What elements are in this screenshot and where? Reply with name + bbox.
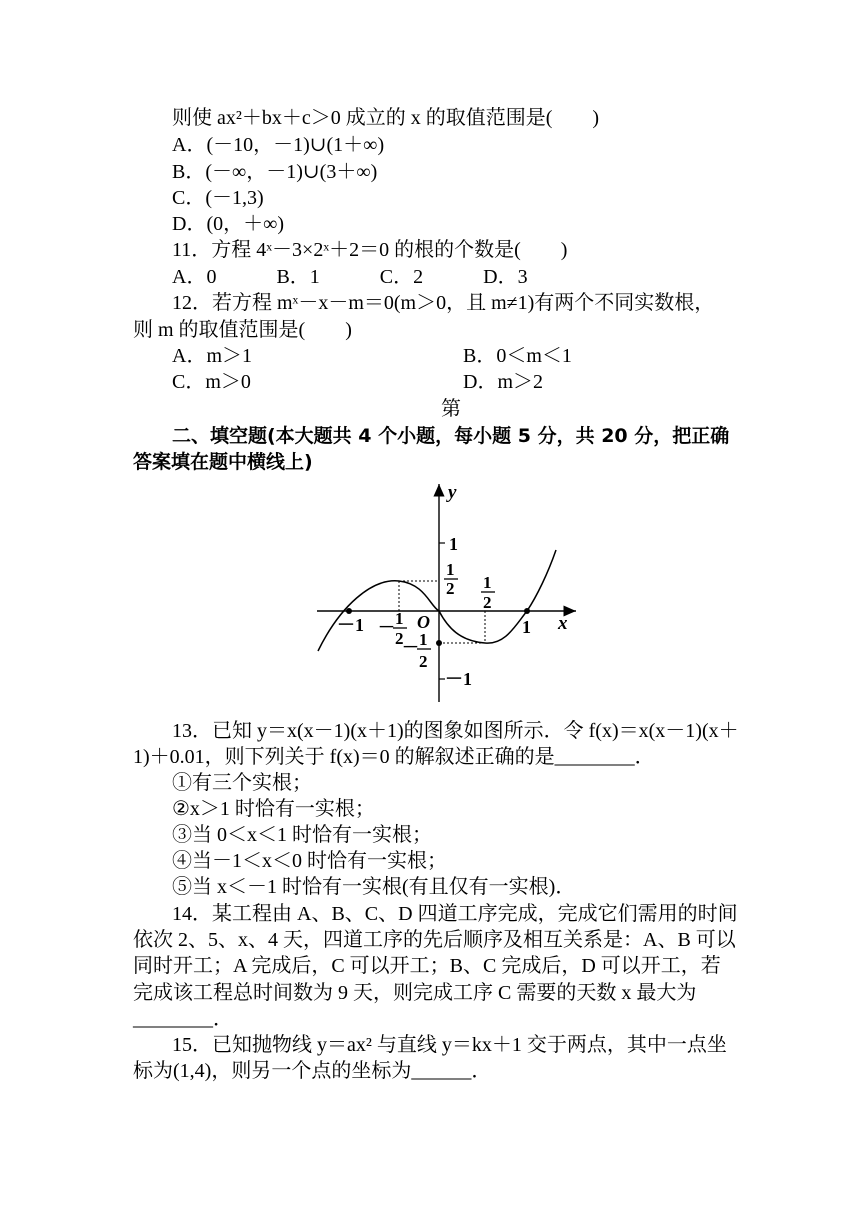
root-point-neg1 [346, 608, 352, 614]
q12-option-b: B．0＜m＜1 [463, 345, 572, 367]
y-half-den: 2 [446, 579, 455, 598]
q10-option-b: B．(－∞，－1)∪(3＋∞) [172, 161, 378, 183]
question-15-stem: 15．已知抛物线 y＝ax² 与直线 y＝kx＋1 交于两点，其中一点坐 [172, 1034, 727, 1056]
question-12-stem: 12．若方程 mˣ－x－m＝0(m＞0，且 m≠1)有两个不同实数根， [172, 292, 715, 314]
y-tick-1: 1 [449, 534, 458, 554]
question-13-stem: 13．已知 y＝x(x－1)(x＋1)的图象如图所示．令 f(x)＝x(x－1)(x＋ [172, 720, 739, 742]
y-half-num: 1 [446, 560, 455, 579]
question-14-line-3: 同时开工；A 完成后，C 可以开工；B、C 完成后，D 可以开工，若 [133, 955, 721, 977]
q10-option-d: D．(0，＋∞) [172, 213, 285, 235]
q13-item-1: ①有三个实根； [172, 772, 312, 794]
q12-option-d: D．m＞2 [463, 371, 543, 393]
x-tick-neg1: －1 [337, 615, 364, 635]
x-half-den: 2 [483, 593, 492, 612]
q12-option-a: A．m＞1 [172, 345, 252, 367]
root-point-1 [524, 608, 530, 614]
question-14-blank: ________． [133, 1008, 233, 1030]
y-axis-label: y [448, 482, 457, 503]
question-14-line-4: 完成该工程总时间数为 9 天，则完成工序 C 需要的天数 x 最大为 [133, 982, 697, 1004]
question-12-stem-cont: 则 m 的取值范围是( ) [133, 319, 352, 341]
question-14-stem: 14．某工程由 A、B、C、D 四道工序完成，完成它们需用的时间 [172, 903, 738, 925]
cubic-function-graph [300, 478, 590, 706]
page-section-marker: 第 [441, 398, 461, 420]
question-13-stem-cont: 1)＋0.01，则下列关于 f(x)＝0 的解叙述正确的是________． [133, 746, 655, 768]
x-half-num: 1 [483, 573, 492, 592]
origin-label: O [417, 612, 430, 632]
x-neghalf-den: 2 [395, 629, 404, 648]
q13-item-2: ②x＞1 时恰有一实根； [172, 798, 375, 820]
cubic-curve [318, 550, 556, 651]
q13-item-4: ④当－1＜x＜0 时恰有一实根； [172, 850, 447, 872]
y-intercept-point [436, 640, 442, 646]
q12-option-c: C．m＞0 [172, 371, 251, 393]
question-11-stem: 11．方程 4ˣ－3×2ˣ＋2＝0 的根的个数是( ) [172, 239, 568, 261]
y-neghalf-den: 2 [419, 652, 428, 671]
y-neghalf-num: 1 [419, 630, 428, 649]
section-2-heading-cont: 答案填在题中横线上) [133, 451, 313, 473]
q11-options: A．0 B．1 C．2 D．3 [172, 266, 528, 288]
q13-item-3: ③当 0＜x＜1 时恰有一实根； [172, 824, 432, 846]
q10-option-a: A．(－10，－1)∪(1＋∞) [172, 134, 385, 156]
q10-option-c: C．(－1,3) [172, 187, 264, 209]
x-neghalf-sign: － [378, 618, 395, 637]
question-15-stem-cont: 标为(1,4)，则另一个点的坐标为______． [133, 1060, 492, 1082]
question-14-line-2: 依次 2、5、x、4 天，四道工序的先后顺序及相互关系是：A、B 可以 [133, 929, 736, 951]
x-tick-1: 1 [522, 617, 531, 637]
question-10-stem: 则使 ax²＋bx＋c＞0 成立的 x 的取值范围是( ) [172, 107, 600, 129]
q13-item-5: ⑤当 x＜－1 时恰有一实根(有且仅有一实根)． [172, 876, 576, 898]
y-tick-neg1: －1 [445, 669, 472, 689]
section-2-heading: 二、填空题(本大题共 4 个小题，每小题 5 分，共 20 分，把正确 [172, 425, 730, 447]
x-axis-label: x [558, 613, 568, 634]
y-neghalf-sign: － [402, 638, 419, 657]
x-neghalf-num: 1 [395, 609, 404, 628]
